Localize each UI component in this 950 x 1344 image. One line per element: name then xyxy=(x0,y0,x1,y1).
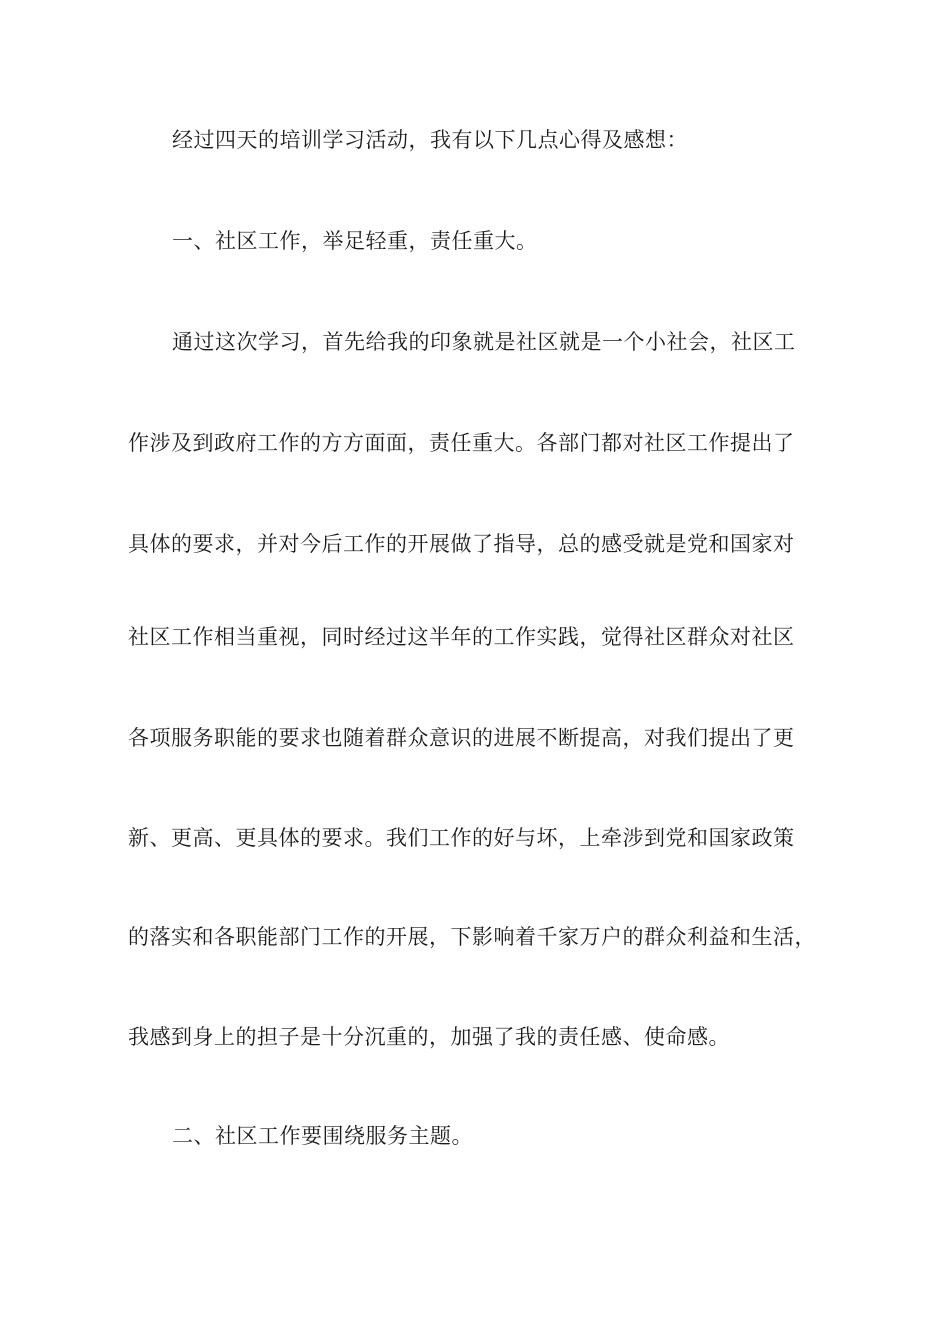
paragraph-line: 社区工作相当重视，同时经过这半年的工作实践，觉得社区群众对社区 xyxy=(128,625,795,649)
paragraph-line: 的落实和各职能部门工作的开展，下影响着千家万户的群众利益和生活， xyxy=(128,925,816,949)
intro-paragraph: 经过四天的培训学习活动，我有以下几点心得及感想： xyxy=(172,128,688,152)
section-heading-2: 二、社区工作要围绕服务主题。 xyxy=(172,1124,473,1148)
paragraph-line: 各项服务职能的要求也随着群众意识的进展不断提高，对我们提出了更 xyxy=(128,726,795,750)
paragraph-line: 新、更高、更具体的要求。我们工作的好与坏，上牵涉到党和国家政策 xyxy=(128,826,795,850)
section-heading-1: 一、社区工作，举足轻重，责任重大。 xyxy=(172,229,538,253)
paragraph-line: 作涉及到政府工作的方方面面，责任重大。各部门都对社区工作提出了 xyxy=(128,431,795,455)
paragraph-line: 具体的要求，并对今后工作的开展做了指导，总的感受就是党和国家对 xyxy=(128,532,795,556)
paragraph-line: 通过这次学习，首先给我的印象就是社区就是一个小社会，社区工 xyxy=(172,330,796,354)
paragraph-line: 我感到身上的担子是十分沉重的，加强了我的责任感、使命感。 xyxy=(128,1025,730,1049)
